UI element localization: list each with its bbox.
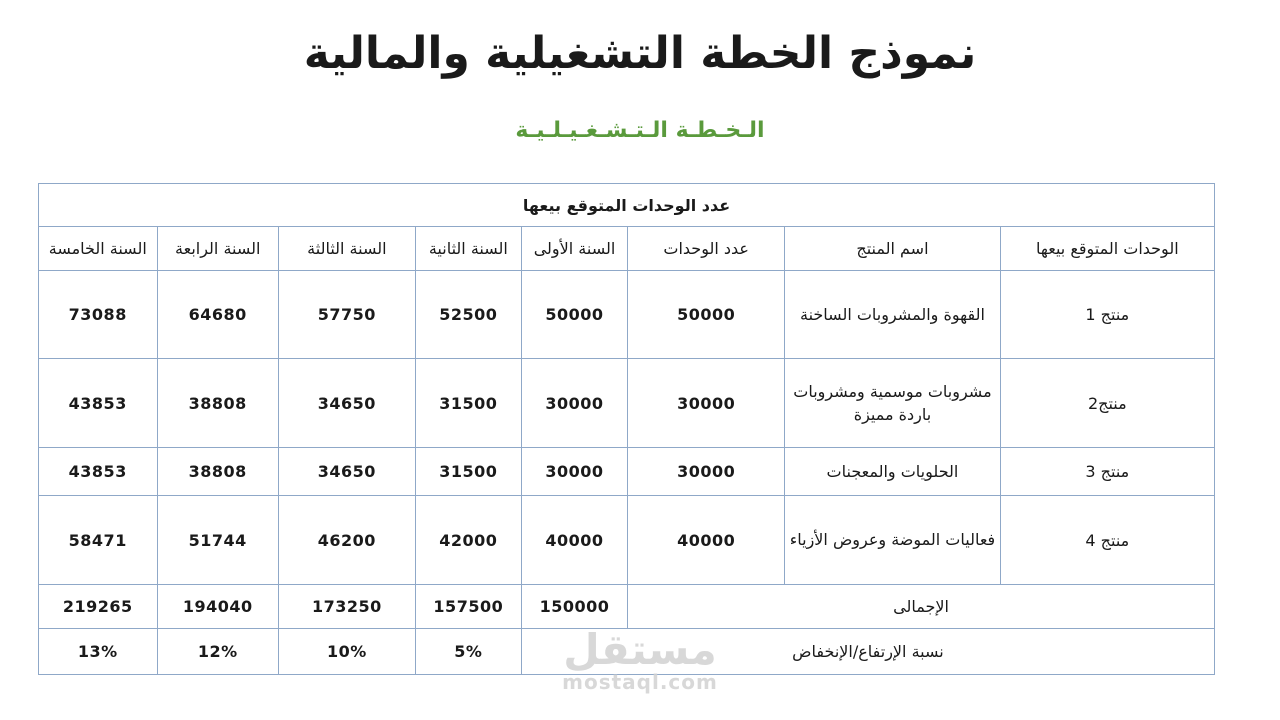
page-title: نموذج الخطة التشغيلية والمالية [303,28,977,79]
operational-plan-table [38,183,1215,675]
year-4-value: 38808 [157,448,278,496]
year-2-value: 42000 [415,496,521,585]
year-3-value: 34650 [278,448,415,496]
product-name: مشروبات موسمية ومشروبات باردة مميزة [785,359,1000,448]
total-row [39,585,1215,629]
total-year-3: 173250 [278,585,415,629]
product-name: الحلويات والمعجنات [785,448,1000,496]
header-year-1: السنة الأولى [521,227,627,271]
table-row [39,359,1215,448]
year-2-value: 31500 [415,359,521,448]
year-1-value: 50000 [521,271,627,359]
header-year-5: السنة الخامسة [39,227,158,271]
group-header: عدد الوحدات المتوقع بيعها [39,184,1215,227]
header-product-name: اسم المنتج [785,227,1000,271]
year-1-value: 40000 [521,496,627,585]
year-4-value: 51744 [157,496,278,585]
header-year-4: السنة الرابعة [157,227,278,271]
unit-count: 40000 [628,496,785,585]
table-row [39,448,1215,496]
year-5-value: 58471 [39,496,158,585]
year-1-value: 30000 [521,359,627,448]
growth-year-2: 5% [415,629,521,675]
unit-count: 30000 [628,359,785,448]
total-year-5: 219265 [39,585,158,629]
year-4-value: 38808 [157,359,278,448]
section-subtitle: الـخـطـة الـتـشـغـيـلـيـة [515,118,765,143]
table-row [39,496,1215,585]
table-row [39,271,1215,359]
total-year-1: 150000 [521,585,627,629]
growth-year-3: 10% [278,629,415,675]
year-5-value: 73088 [39,271,158,359]
product-label: منتج 3 [1000,448,1214,496]
total-year-4: 194040 [157,585,278,629]
year-3-value: 57750 [278,271,415,359]
product-label: منتج2 [1000,359,1214,448]
product-name: القهوة والمشروبات الساخنة [785,271,1000,359]
total-year-2: 157500 [415,585,521,629]
year-1-value: 30000 [521,448,627,496]
header-year-2: السنة الثانية [415,227,521,271]
year-2-value: 31500 [415,448,521,496]
growth-row [39,629,1215,675]
year-2-value: 52500 [415,271,521,359]
growth-label: نسبة الإرتفاع/الإنخفاض [521,629,1214,675]
product-label: منتج 4 [1000,496,1214,585]
growth-year-5: 13% [39,629,158,675]
header-unit-count: عدد الوحدات [628,227,785,271]
header-year-3: السنة الثالثة [278,227,415,271]
year-4-value: 64680 [157,271,278,359]
year-3-value: 34650 [278,359,415,448]
watermark-latin: mostaql.com [562,670,718,694]
unit-count: 30000 [628,448,785,496]
product-label: منتج 1 [1000,271,1214,359]
watermark-arabic: مستقل [563,625,717,674]
growth-year-4: 12% [157,629,278,675]
total-label: الإجمالى [628,585,1215,629]
unit-count: 50000 [628,271,785,359]
product-name: فعاليات الموضة وعروض الأزياء [785,496,1000,585]
year-5-value: 43853 [39,359,158,448]
year-5-value: 43853 [39,448,158,496]
header-units-expected: الوحدات المتوقع بيعها [1000,227,1214,271]
year-3-value: 46200 [278,496,415,585]
